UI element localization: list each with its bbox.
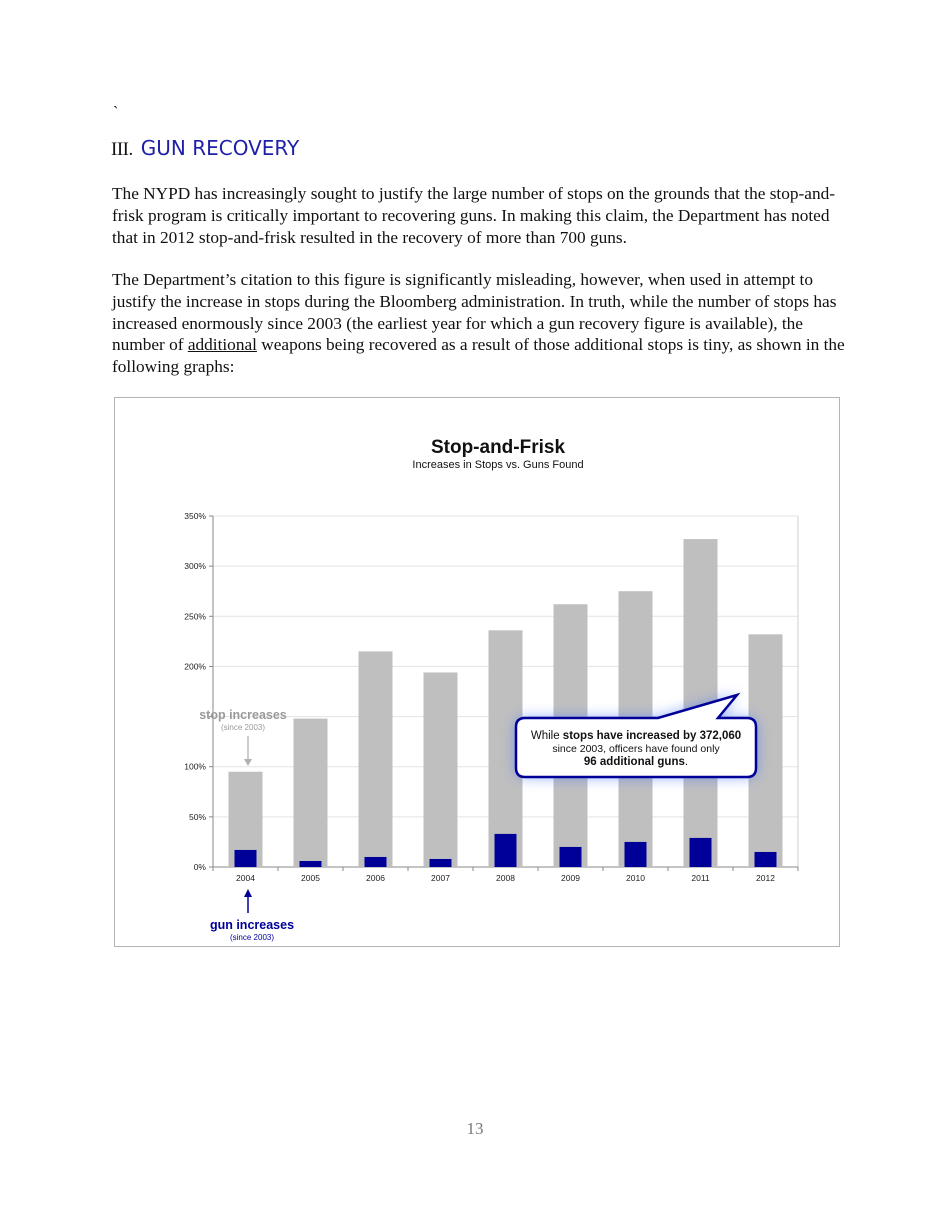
x-tick-label: 2005 (301, 873, 320, 883)
stop-bar-2006 (359, 651, 393, 867)
gun-bar-2005 (300, 861, 322, 867)
paragraph-1: The NYPD has increasingly sought to justify the large number of stops on the grounds that the stop-and-frisk program is critically important to recovering guns. In making this claim, the Department has noted that in 2012 stop-and-frisk resulted in the recovery of more than 700 guns. (112, 184, 835, 247)
section-number: III. (111, 139, 133, 160)
gun-increases-note: (since 2003) (229, 933, 275, 942)
x-tick-label: 2004 (236, 873, 255, 883)
stop-bar-2007 (424, 672, 458, 867)
callout-line-2: since 2003, officers have found only (552, 743, 720, 755)
chart-subtitle: Increases in Stops vs. Guns Found (412, 459, 584, 471)
section-heading (111, 136, 299, 161)
stop-increases-note: (since 2003) (220, 723, 266, 732)
y-tick-label: 350% (184, 511, 206, 521)
x-tick-label: 2012 (756, 873, 775, 883)
y-tick-label: 0% (193, 862, 206, 872)
callout-line-1: While stops have increased by 372,060 (530, 730, 742, 742)
gun-bar-2007 (430, 859, 452, 867)
x-tick-label: 2011 (691, 873, 710, 883)
y-tick-label: 50% (188, 811, 206, 822)
paragraph-2-text-b: weapons being recovered as a result of those additional stops is tiny, as shown in the following graphs: (112, 335, 845, 377)
gun-bar-2012 (755, 852, 777, 867)
y-tick-label: 200% (184, 661, 206, 672)
gun-bar-2011 (690, 838, 712, 867)
gun-bar-2010 (625, 842, 647, 867)
page-number: 13 (466, 1119, 484, 1138)
x-tick-label: 2006 (366, 873, 385, 883)
y-tick-label: 300% (184, 561, 206, 572)
section-title: GUN RECOVERY (140, 136, 300, 160)
gun-bar-2006 (365, 857, 387, 867)
paragraph-2-underlined: additional (187, 335, 257, 355)
chart-frame (114, 397, 840, 947)
y-tick-label: 250% (184, 611, 206, 622)
x-tick-label: 2010 (626, 873, 645, 883)
stop-increases-label: stop increases (199, 708, 287, 722)
stop-bar-2005 (294, 719, 328, 867)
x-tick-label: 2009 (561, 873, 580, 883)
stop-increases-arrowhead (244, 759, 252, 766)
chart-title: Stop-and-Frisk (430, 437, 566, 458)
callout-line-3: 96 additional guns. (583, 756, 689, 768)
bars (229, 539, 783, 867)
gun-increases-annotation (210, 889, 294, 942)
stray-mark: ` (113, 104, 119, 121)
gun-increases-arrowhead (244, 889, 252, 897)
x-tick-label: 2007 (431, 873, 450, 883)
x-tick-label: 2008 (496, 873, 515, 883)
gun-bar-2008 (495, 834, 517, 867)
gun-bar-2004 (235, 850, 257, 867)
paragraph-2 (112, 269, 852, 378)
gun-bar-2009 (560, 847, 582, 867)
gun-increases-label: gun increases (209, 918, 295, 932)
y-tick-label: 100% (184, 761, 206, 772)
stop-increases-annotation (199, 708, 287, 766)
paragraph-2-text-a: The Department’s citation to this figure is significantly misleading, however, when used in attempt to justify the increase in stops during the Bloomberg administration. In truth, while the number of stops has increased enormously since 2003 (the earliest year for which a gun recovery figure is available), the number of (112, 270, 837, 355)
bar-chart (115, 398, 841, 948)
